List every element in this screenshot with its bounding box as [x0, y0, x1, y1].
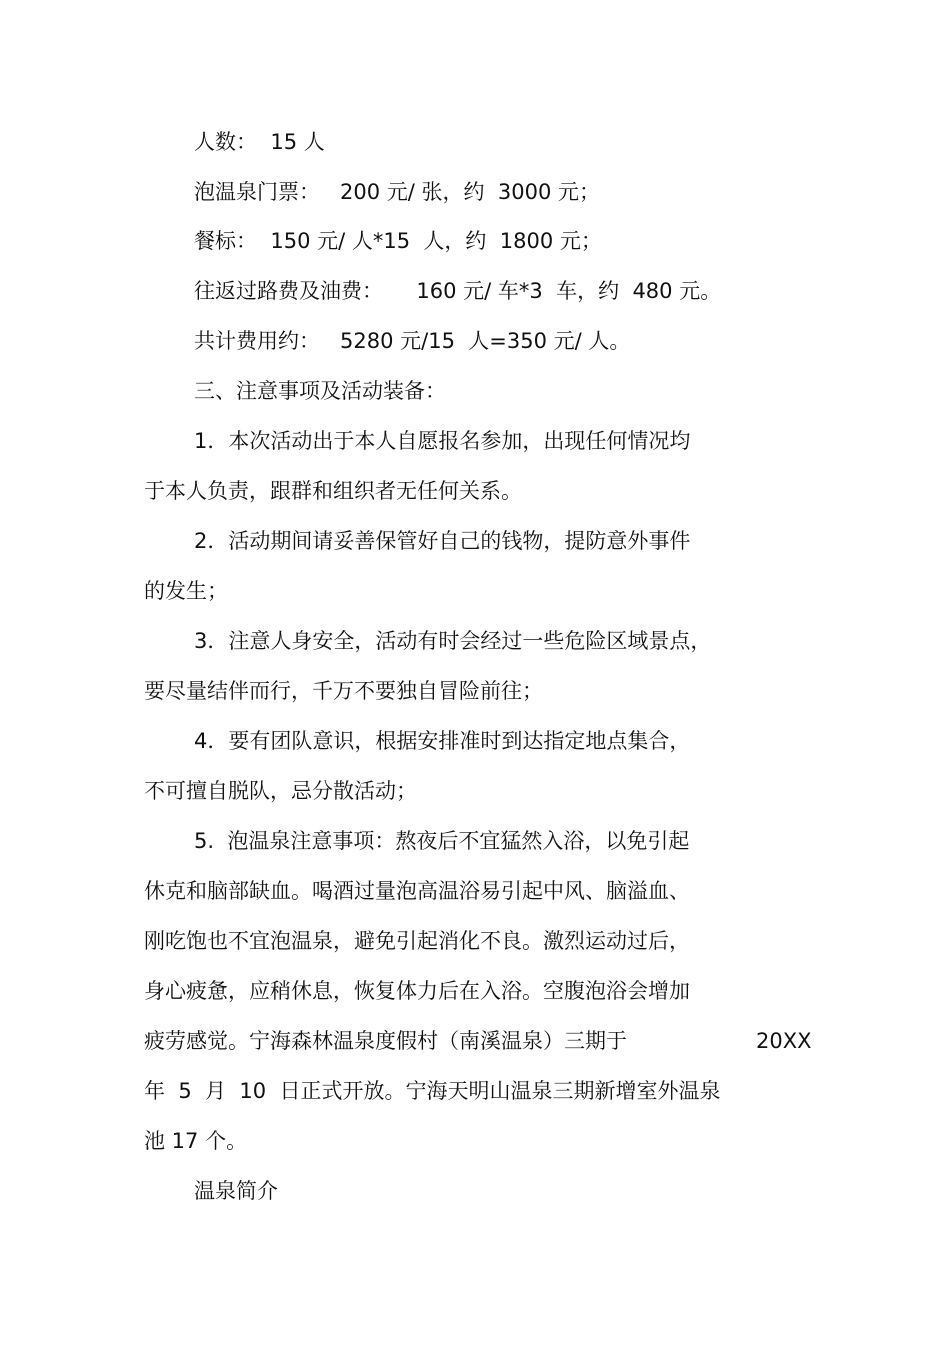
total-cost-line: 共计费用约： 5280 元/15 人=350 元/ 人。: [194, 329, 631, 353]
note-1-line-2: 于本人负责，跟群和组织者无任何关系。: [144, 479, 522, 503]
note-5-line-3: 刚吃饱也不宜泡温泉，避免引起消化不良。激烈运动过后，: [144, 929, 690, 953]
note-3-line-1: 3．注意人身安全，活动有时会经过一些危险区域景点，: [194, 629, 712, 653]
note-5-line-2: 休克和脑部缺血。喝酒过量泡高温浴易引起中风、脑溢血、: [144, 879, 690, 903]
note-3-line-2: 要尽量结伴而行，千万不要独自冒险前往；: [144, 679, 543, 703]
note-5-line-6: 年 5 月 10 日正式开放。宁海天明山温泉三期新增室外温泉: [144, 1079, 721, 1103]
note-2-line-2: 的发生；: [144, 579, 228, 603]
section-heading: 三、注意事项及活动装备：: [194, 379, 446, 403]
note-4-line-1: 4．要有团队意识，根据安排准时到达指定地点集合，: [194, 729, 691, 753]
note-5-line-1: 5. 泡温泉注意事项：熬夜后不宜猛然入浴，以免引起: [194, 829, 690, 853]
note-1-line-1: 1．本次活动出于本人自愿报名参加，出现任何情况均: [194, 429, 691, 453]
ticket-price-line: 泡温泉门票： 200 元/ 张，约 3000 元；: [194, 180, 601, 204]
note-5-line-7: 池 17 个。: [144, 1129, 248, 1153]
meal-cost-line: 餐标： 150 元/ 人*15 人，约 1800 元；: [194, 229, 602, 253]
toll-fuel-line: 往返过路费及油费： 160 元/ 车*3 车，约 480 元。: [194, 279, 722, 303]
note-5-line-5: 疲劳感觉。宁海森林温泉度假村（南溪温泉）三期于: [144, 1029, 627, 1053]
note-5-line-4: 身心疲惫，应稍休息，恢复体力后在入浴。空腹泡浴会增加: [144, 979, 690, 1003]
note-4-line-2: 不可擅自脱队，忌分散活动；: [144, 779, 417, 803]
year-token: 20XX: [756, 1029, 812, 1053]
note-2-line-1: 2．活动期间请妥善保管好自己的钱物，提防意外事件: [194, 529, 691, 553]
headcount-line: 人数： 15 人: [194, 130, 325, 154]
hot-spring-intro-heading: 温泉简介: [194, 1179, 278, 1203]
